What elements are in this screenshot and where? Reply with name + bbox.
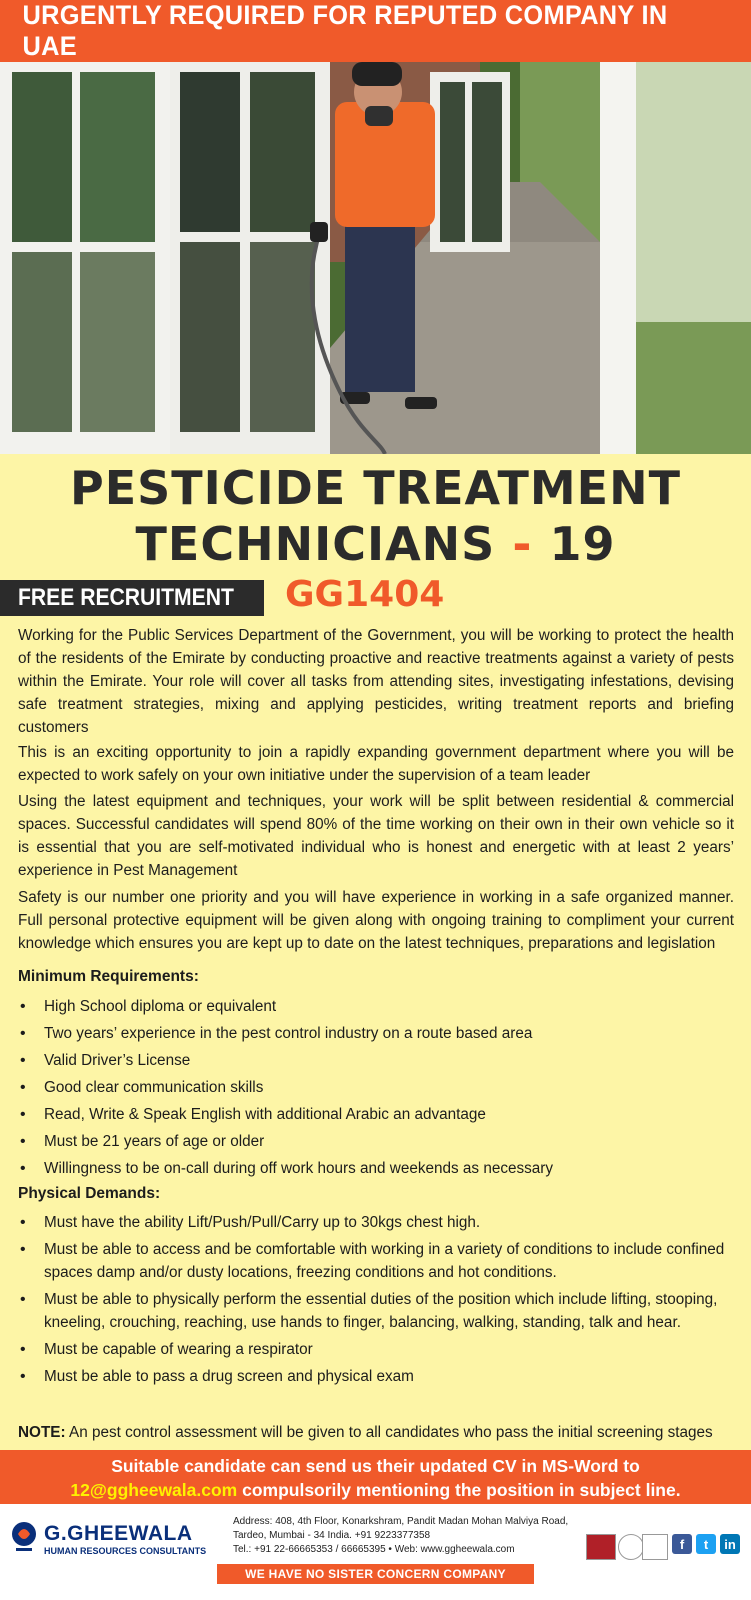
list-item: • Good clear communication skills xyxy=(18,1076,734,1099)
worker-photo xyxy=(0,62,751,454)
certification-seal-icon xyxy=(618,1534,644,1560)
apply-line2-text: compulsorily mentioning the position in subject line. xyxy=(237,1480,681,1500)
physical-demands-heading: Physical Demands: xyxy=(18,1185,161,1202)
apply-line1: Suitable candidate can send us their updated CV in MS-Word to xyxy=(111,1456,640,1476)
description-paragraph-2: This is an exciting opportunity to join a rapidly expanding government department where you will be expected to work safely on your own initiative under the supervision of a team leader xyxy=(18,744,734,784)
apply-email-link[interactable]: 12@ggheewala.com xyxy=(70,1480,238,1500)
brand-subtitle: HUMAN RESOURCES CONSULTANTS xyxy=(44,1546,207,1556)
gheewala-logo-icon xyxy=(10,1520,38,1560)
twitter-icon[interactable]: t xyxy=(696,1534,716,1554)
job-title-role: TECHNICIANS xyxy=(135,517,496,571)
job-title-text: PESTICIDE TREATMENT xyxy=(70,461,681,515)
header-banner-text: URGENTLY REQUIRED FOR REPUTED COMPANY IN UAE xyxy=(22,0,668,61)
contact-line: Tel.: +91 22-66665353 / 66665395 • Web: www.ggheewala.com xyxy=(233,1544,515,1555)
certification-badge-icon xyxy=(586,1534,616,1560)
list-item: • Must have the ability Lift/Push/Pull/Carry up to 30kgs chest high. xyxy=(18,1211,734,1234)
footer xyxy=(0,1504,751,1600)
list-item: • Two years’ experience in the pest control industry on a route based area xyxy=(18,1022,734,1045)
list-item: • Read, Write & Speak English with additional Arabic an advantage xyxy=(18,1103,734,1126)
no-sister-concern-banner: WE HAVE NO SISTER CONCERN COMPANY xyxy=(217,1564,534,1584)
note xyxy=(18,1421,734,1444)
list-item: • Must be able to access and be comfortable with working in a variety of conditions to include confined spaces damp and/or dusty locations, freezing conditions and hot conditions. xyxy=(18,1238,734,1284)
address-line-1: Address: 408, 4th Floor, Konarkshram, Pandit Madan Mohan Malviya Road, xyxy=(233,1516,569,1527)
list-item: • High School diploma or equivalent xyxy=(18,995,734,1018)
requirements-heading: Minimum Requirements: xyxy=(18,968,199,985)
address-line-2: Tardeo, Mumbai - 34 India. +91 9223377358 xyxy=(233,1530,431,1541)
certification-mark-icon xyxy=(642,1534,668,1560)
list-item: • Must be able to pass a drug screen and physical exam xyxy=(18,1365,734,1388)
free-recruitment-tag xyxy=(0,580,264,616)
apply-line2 xyxy=(0,1478,751,1502)
description-paragraph-3: Using the latest equipment and techniques, your work will be split between residential & commercial spaces. Successful candidates will spend 80% of the time working on their own in their own vehicle so it is essential that you are self-motivated individual who is honest and energetic with at least 2 years’ experience in Pest Management xyxy=(18,793,734,879)
facebook-icon[interactable]: f xyxy=(672,1534,692,1554)
requirements-list xyxy=(18,995,734,1184)
linkedin-icon[interactable]: in xyxy=(720,1534,740,1554)
list-item: • Must be able to physically perform the essential duties of the position which include lifting, stooping, kneeling, crouching, reaching, use hands to finger, balancing, walking, standing, talk and hear. xyxy=(18,1288,734,1334)
header-banner xyxy=(0,0,751,62)
job-title-dash: - xyxy=(512,517,533,571)
list-item: • Willingness to be on-call during off work hours and weekends as necessary xyxy=(18,1157,734,1180)
job-title-line1 xyxy=(0,461,751,515)
description-paragraph-1: Working for the Public Services Department of the Government, you will be working to protect the health of the residents of the Emirate by conducting proactive and reactive treatments against a variety of pests within the Emirate. Your role will cover all tasks from attending sites, investigating infestations, devising safe treatment strategies, mixing and applying pesticides, writing treatment reports and briefing customers xyxy=(18,627,734,736)
worker-photo-illustration xyxy=(0,62,751,454)
description-paragraph-4: Safety is our number one priority and you will have experience in working in a safe organized manner. Full personal protective equipment will be given along with ongoing training to compliment your current knowledge which ensures you are kept up to date on the latest techniques, preparations and legislation xyxy=(18,889,734,952)
physical-demands-list xyxy=(18,1211,734,1392)
note-label: NOTE: xyxy=(18,1424,66,1441)
reference-code: GG1404 xyxy=(285,574,445,615)
note-text: An pest control assessment will be given to all candidates who pass the initial screening stages xyxy=(65,1424,713,1441)
list-item: • Must be capable of wearing a respirator xyxy=(18,1338,734,1361)
apply-banner xyxy=(0,1450,751,1504)
brand-name: G.GHEEWALA xyxy=(44,1522,193,1545)
list-item: • Must be 21 years of age or older xyxy=(18,1130,734,1153)
job-title-count: 19 xyxy=(549,517,616,571)
job-title-line2 xyxy=(0,517,751,571)
free-recruitment-label: FREE RECRUITMENT xyxy=(18,584,234,611)
list-item: • Valid Driver’s License xyxy=(18,1049,734,1072)
